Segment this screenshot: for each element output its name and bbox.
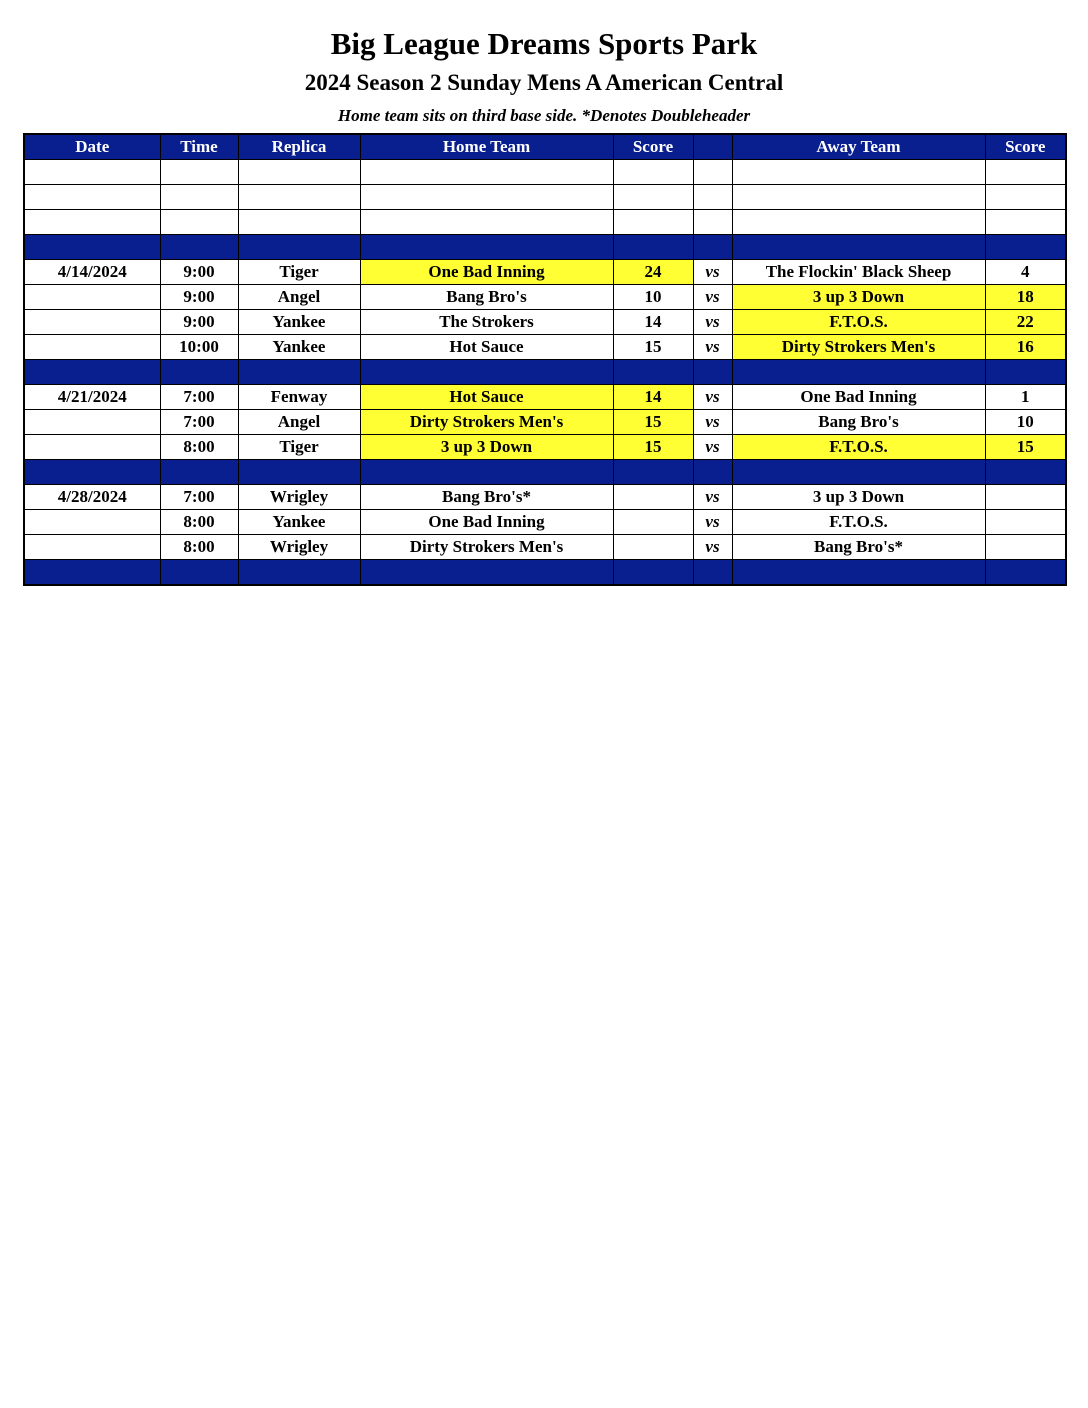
date-cell xyxy=(24,435,160,460)
away-score-cell xyxy=(985,160,1066,185)
vs-cell: vs xyxy=(693,335,732,360)
col-vs-header xyxy=(693,134,732,160)
schedule-note: Home team sits on third base side. *Denotes Doubleheader xyxy=(337,106,751,125)
vs-cell: vs xyxy=(693,310,732,335)
home-team-cell xyxy=(360,185,613,210)
game-row xyxy=(24,410,1066,435)
game-row xyxy=(24,510,1066,535)
away-team-cell: Dirty Strokers Men's xyxy=(732,335,985,360)
home-score-cell: 10 xyxy=(613,285,693,310)
date-cell xyxy=(24,235,160,260)
replica-cell xyxy=(238,460,360,485)
time-cell xyxy=(160,210,238,235)
replica-cell: Fenway xyxy=(238,385,360,410)
home-score-cell xyxy=(613,485,693,510)
game-row xyxy=(24,435,1066,460)
time-cell: 9:00 xyxy=(160,310,238,335)
vs-cell: vs xyxy=(693,410,732,435)
replica-cell: Tiger xyxy=(238,260,360,285)
date-cell xyxy=(24,285,160,310)
away-score-cell: 10 xyxy=(985,410,1066,435)
date-cell xyxy=(24,535,160,560)
away-team-cell xyxy=(732,235,985,260)
time-cell: 7:00 xyxy=(160,485,238,510)
away-score-cell: 15 xyxy=(985,435,1066,460)
home-team-cell: 3 up 3 Down xyxy=(360,435,613,460)
replica-cell: Angel xyxy=(238,285,360,310)
replica-cell: Yankee xyxy=(238,510,360,535)
vs-cell: vs xyxy=(693,535,732,560)
separator-row xyxy=(24,560,1066,586)
date-cell xyxy=(24,410,160,435)
time-cell xyxy=(160,360,238,385)
date-cell xyxy=(24,335,160,360)
away-team-cell: One Bad Inning xyxy=(732,385,985,410)
replica-cell: Angel xyxy=(238,410,360,435)
vs-cell: vs xyxy=(693,260,732,285)
away-score-cell xyxy=(985,210,1066,235)
vs-cell: vs xyxy=(693,435,732,460)
empty-row xyxy=(24,160,1066,185)
date-cell: 4/21/2024 xyxy=(24,385,160,410)
time-cell: 8:00 xyxy=(160,435,238,460)
game-row xyxy=(24,385,1066,410)
away-team-cell xyxy=(732,360,985,385)
separator-row xyxy=(24,360,1066,385)
game-row xyxy=(24,335,1066,360)
replica-cell: Yankee xyxy=(238,310,360,335)
home-score-cell xyxy=(613,535,693,560)
separator-row xyxy=(24,235,1066,260)
date-cell xyxy=(24,185,160,210)
col-replica-header: Replica xyxy=(238,134,360,160)
home-score-cell: 14 xyxy=(613,310,693,335)
home-score-cell: 14 xyxy=(613,385,693,410)
away-team-cell xyxy=(732,210,985,235)
col-away-score-header: Score xyxy=(985,134,1066,160)
date-cell xyxy=(24,210,160,235)
date-cell xyxy=(24,310,160,335)
vs-cell: vs xyxy=(693,285,732,310)
home-team-cell: The Strokers xyxy=(360,310,613,335)
col-home-team-header: Home Team xyxy=(360,134,613,160)
home-team-cell xyxy=(360,360,613,385)
time-cell xyxy=(160,460,238,485)
home-score-cell xyxy=(613,360,693,385)
col-date-header: Date xyxy=(24,134,160,160)
home-score-cell xyxy=(613,460,693,485)
vs-cell: vs xyxy=(693,510,732,535)
separator-row xyxy=(24,460,1066,485)
game-row xyxy=(24,485,1066,510)
time-cell: 10:00 xyxy=(160,335,238,360)
date-cell xyxy=(24,460,160,485)
away-score-cell: 1 xyxy=(985,385,1066,410)
game-row xyxy=(24,285,1066,310)
col-time-header: Time xyxy=(160,134,238,160)
home-score-cell: 24 xyxy=(613,260,693,285)
home-team-cell xyxy=(360,160,613,185)
away-team-cell: F.T.O.S. xyxy=(732,435,985,460)
home-score-cell xyxy=(613,510,693,535)
date-cell xyxy=(24,510,160,535)
home-team-cell: Dirty Strokers Men's xyxy=(360,410,613,435)
schedule-body xyxy=(24,160,1066,586)
away-score-cell xyxy=(985,235,1066,260)
away-score-cell xyxy=(985,485,1066,510)
away-score-cell: 22 xyxy=(985,310,1066,335)
date-cell xyxy=(24,160,160,185)
home-team-cell: Bang Bro's* xyxy=(360,485,613,510)
home-team-cell xyxy=(360,210,613,235)
header-row xyxy=(24,134,1066,160)
home-score-cell xyxy=(613,560,693,586)
replica-cell: Yankee xyxy=(238,335,360,360)
time-cell: 8:00 xyxy=(160,535,238,560)
away-score-cell: 18 xyxy=(985,285,1066,310)
away-team-cell xyxy=(732,560,985,586)
replica-cell xyxy=(238,560,360,586)
home-score-cell xyxy=(613,160,693,185)
away-score-cell: 16 xyxy=(985,335,1066,360)
home-team-cell: Bang Bro's xyxy=(360,285,613,310)
replica-cell: Wrigley xyxy=(238,485,360,510)
away-score-cell xyxy=(985,185,1066,210)
home-team-cell: Hot Sauce xyxy=(360,335,613,360)
time-cell xyxy=(160,560,238,586)
home-score-cell xyxy=(613,185,693,210)
vs-cell: vs xyxy=(693,385,732,410)
away-team-cell: The Flockin' Black Sheep xyxy=(732,260,985,285)
vs-cell xyxy=(693,360,732,385)
away-team-cell: Bang Bro's* xyxy=(732,535,985,560)
home-score-cell: 15 xyxy=(613,335,693,360)
away-team-cell: F.T.O.S. xyxy=(732,510,985,535)
game-row xyxy=(24,535,1066,560)
away-score-cell xyxy=(985,510,1066,535)
away-team-cell: Bang Bro's xyxy=(732,410,985,435)
away-score-cell xyxy=(985,560,1066,586)
home-team-cell: One Bad Inning xyxy=(360,510,613,535)
vs-cell: vs xyxy=(693,485,732,510)
home-team-cell: Dirty Strokers Men's xyxy=(360,535,613,560)
time-cell: 9:00 xyxy=(160,260,238,285)
game-row xyxy=(24,310,1066,335)
home-team-cell xyxy=(360,560,613,586)
time-cell: 7:00 xyxy=(160,385,238,410)
vs-cell xyxy=(693,160,732,185)
home-score-cell xyxy=(613,235,693,260)
vs-cell xyxy=(693,210,732,235)
home-team-cell: Hot Sauce xyxy=(360,385,613,410)
game-row xyxy=(24,260,1066,285)
date-cell: 4/28/2024 xyxy=(24,485,160,510)
replica-cell xyxy=(238,210,360,235)
time-cell xyxy=(160,185,238,210)
away-team-cell: F.T.O.S. xyxy=(732,310,985,335)
time-cell: 7:00 xyxy=(160,410,238,435)
time-cell xyxy=(160,160,238,185)
vs-cell xyxy=(693,460,732,485)
schedule-table xyxy=(23,133,1067,586)
date-cell xyxy=(24,360,160,385)
away-score-cell xyxy=(985,535,1066,560)
replica-cell: Tiger xyxy=(238,435,360,460)
empty-row xyxy=(24,185,1066,210)
home-team-cell xyxy=(360,235,613,260)
home-team-cell xyxy=(360,460,613,485)
replica-cell: Wrigley xyxy=(238,535,360,560)
home-score-cell: 15 xyxy=(613,435,693,460)
home-score-cell xyxy=(613,210,693,235)
away-score-cell: 4 xyxy=(985,260,1066,285)
time-cell xyxy=(160,235,238,260)
away-score-cell xyxy=(985,460,1066,485)
replica-cell xyxy=(238,185,360,210)
empty-row xyxy=(24,210,1066,235)
col-away-team-header: Away Team xyxy=(732,134,985,160)
date-cell xyxy=(24,560,160,586)
page-subtitle: 2024 Season 2 Sunday Mens A American Central xyxy=(304,70,784,95)
home-team-cell: One Bad Inning xyxy=(360,260,613,285)
replica-cell xyxy=(238,160,360,185)
away-team-cell xyxy=(732,160,985,185)
home-score-cell: 15 xyxy=(613,410,693,435)
page-title: Big League Dreams Sports Park xyxy=(330,26,758,61)
replica-cell xyxy=(238,235,360,260)
vs-cell xyxy=(693,185,732,210)
col-home-score-header: Score xyxy=(613,134,693,160)
vs-cell xyxy=(693,560,732,586)
time-cell: 9:00 xyxy=(160,285,238,310)
date-cell: 4/14/2024 xyxy=(24,260,160,285)
away-score-cell xyxy=(985,360,1066,385)
away-team-cell: 3 up 3 Down xyxy=(732,485,985,510)
away-team-cell xyxy=(732,460,985,485)
time-cell: 8:00 xyxy=(160,510,238,535)
away-team-cell: 3 up 3 Down xyxy=(732,285,985,310)
vs-cell xyxy=(693,235,732,260)
replica-cell xyxy=(238,360,360,385)
away-team-cell xyxy=(732,185,985,210)
